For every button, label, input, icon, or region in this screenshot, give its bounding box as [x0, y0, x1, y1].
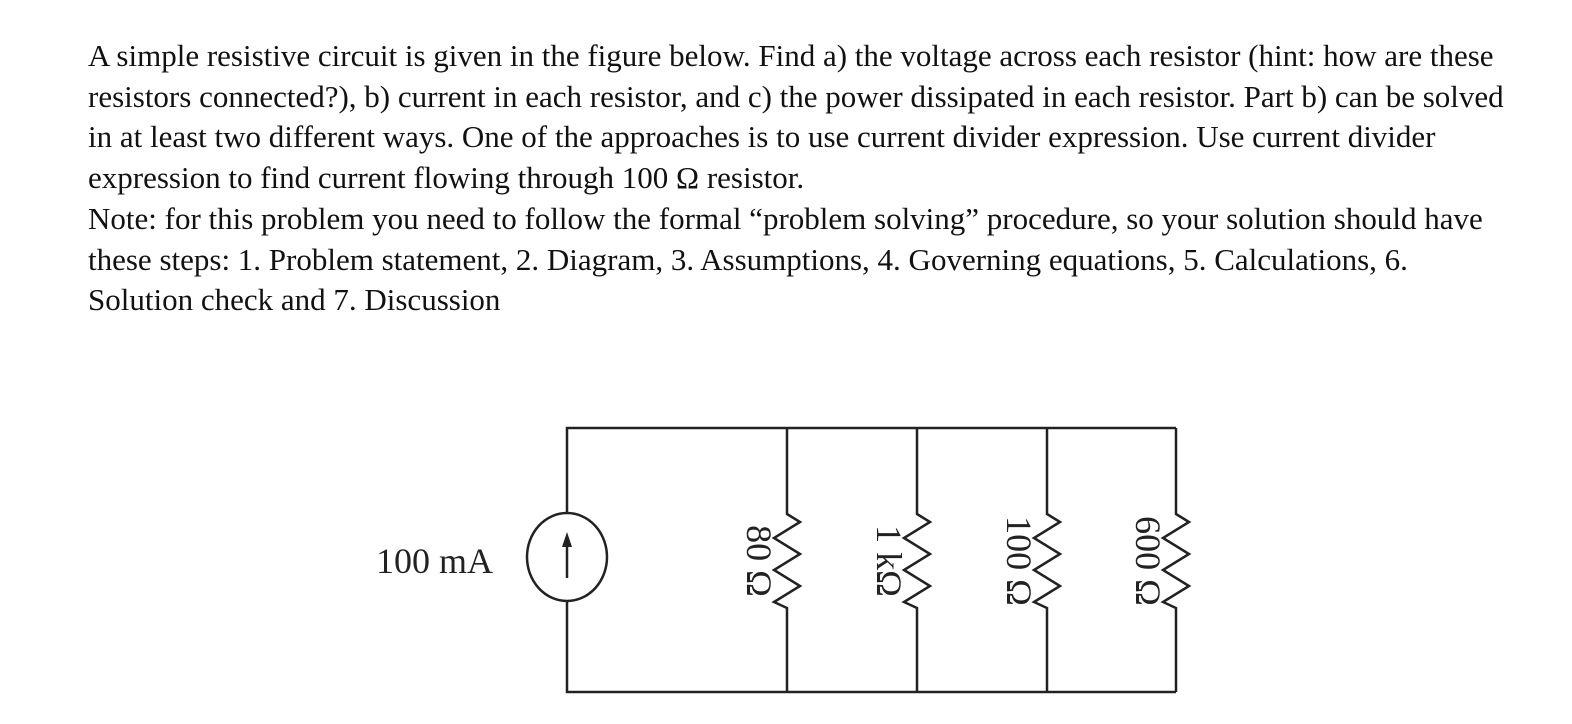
- problem-paragraph: A simple resistive circuit is given in the figure below. Find a) the voltage across each resistor (hint: how are these resistors connected?), b) current in each resistor, and c) the power dissipated in each resistor. Part b) can be solved in at least two different ways. One of the approaches is to use current divider expression. Use current divider expression to find current flowing through 100 Ω resistor.: [88, 38, 1504, 196]
- resistor-label: 600 Ω: [1128, 516, 1168, 606]
- resistor-label: 100 Ω: [999, 516, 1039, 606]
- source-label: 100 mA: [376, 541, 493, 581]
- outer-wire: [567, 428, 1176, 512]
- bottom-wire: [567, 602, 1176, 692]
- resistor-label: 1 kΩ: [869, 525, 909, 597]
- problem-note: Note: for this problem you need to follow the formal “problem solving” procedure, so your solution should have these steps: 1. Problem statement, 2. Diagram, 3. Assumptions, 4. Governing equations, 5. Calculations, 6. Solution check and 7. Discussion: [88, 200, 1483, 318]
- resistor-label: 80 Ω: [739, 525, 779, 597]
